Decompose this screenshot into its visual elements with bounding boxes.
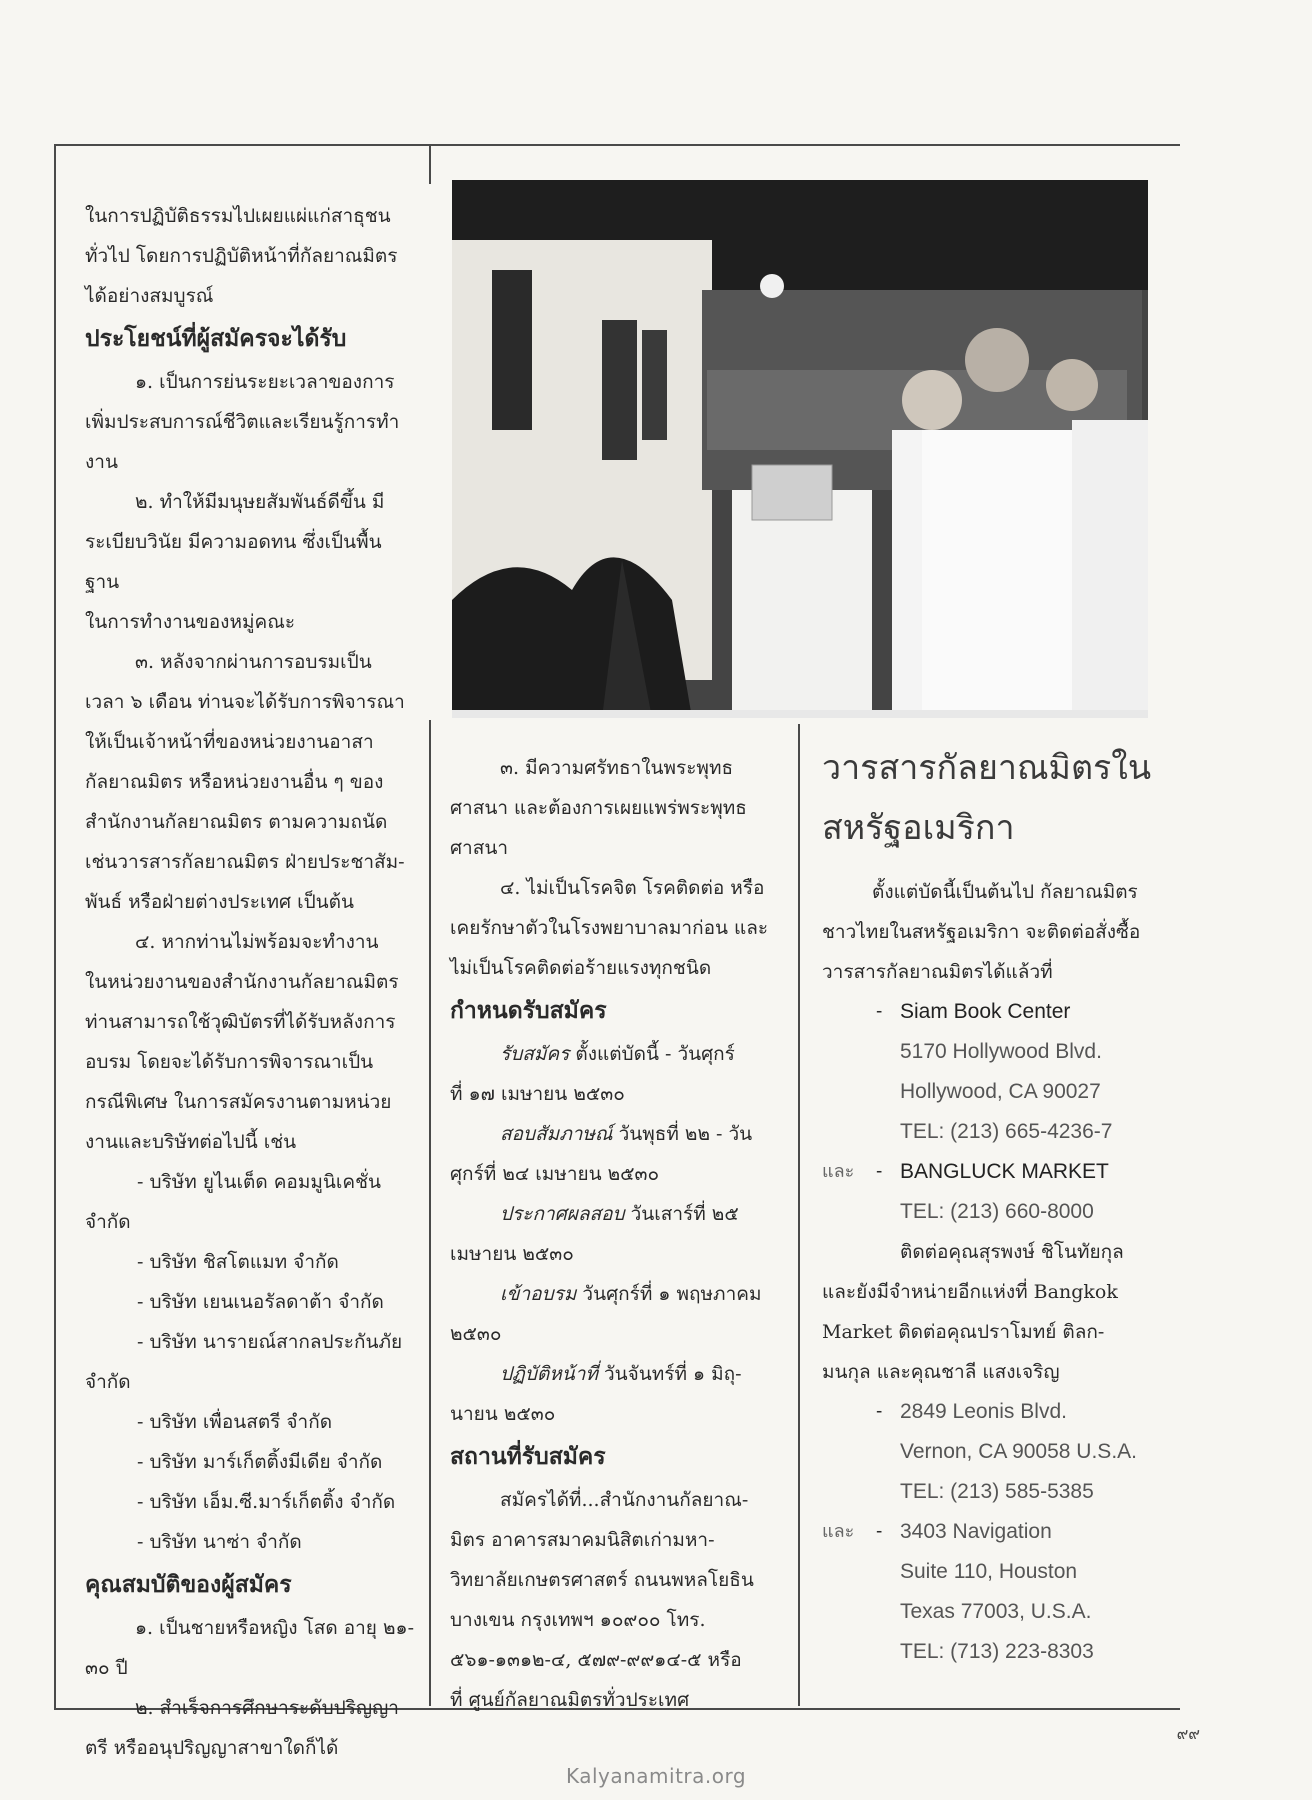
store-address: 2849 Leonis Blvd. — [900, 1400, 1067, 1423]
contact-line: Market ติดต่อคุณปราโมทย์ ติลก- — [822, 1321, 1105, 1343]
schedule-item — [450, 1114, 780, 1154]
qualification-line: ๓. มีความศรัทธาในพระพุทธ — [500, 757, 734, 779]
benefit-line: ท่านสามารถใช้วุฒิบัตรที่ได้รับหลังการ — [85, 1011, 396, 1033]
column-divider-1-lower — [429, 720, 431, 1706]
company-item: - บริษัท เพื่อนสตรี จำกัด — [137, 1411, 333, 1433]
benefit-line: ระเบียบวินัย มีความอดทน ซึ่งเป็นพื้นฐาน — [85, 531, 382, 593]
page-number: ๙๙ — [1176, 1724, 1200, 1743]
benefit-line: กัลยาณมิตร หรือหน่วยงานอื่น ๆ ของ — [85, 771, 384, 793]
schedule-label: เข้าอบรม — [500, 1283, 577, 1305]
schedule-label: ประกาศผลสอบ — [500, 1203, 625, 1225]
benefits-heading: ประโยชน์ที่ผู้สมัครจะได้รับ — [85, 325, 347, 352]
benefit-line: ๔. หากท่านไม่พร้อมจะทำงาน — [135, 931, 379, 953]
company-item: - บริษัท นาซ่า จำกัด — [137, 1531, 302, 1553]
company-item: - บริษัท ยูไนเต็ด คอมมูนิเคชั่น — [137, 1171, 381, 1193]
qualifications-heading: คุณสมบัติของผู้สมัคร — [85, 1571, 292, 1598]
benefit-line: ให้เป็นเจ้าหน้าที่ของหน่วยงานอาสา — [85, 731, 374, 753]
schedule-item — [450, 1034, 780, 1074]
benefit-line: งาน — [85, 451, 118, 473]
benefit-line: ๓. หลังจากผ่านการอบรมเป็น — [135, 651, 372, 673]
qualification-line: ๔. ไม่เป็นโรคจิต โรคติดต่อ หรือ — [500, 877, 765, 899]
store-siam-book-center — [822, 992, 1162, 1152]
benefit-line: ๒. ทำให้มีมนุษยสัมพันธ์ดีขึ้น มี — [135, 491, 385, 513]
list-dash: - — [876, 1401, 883, 1422]
place-line: สมัครได้ที่...สำนักงานกัลยาณ- — [500, 1489, 749, 1511]
store-address: Texas 77003, U.S.A. — [900, 1600, 1092, 1623]
schedule-label: รับสมัคร — [500, 1043, 570, 1065]
qualification-line: ๓๐ ปี — [85, 1657, 128, 1679]
column-left — [85, 196, 415, 1768]
and-label: และ — [822, 1521, 855, 1542]
column-middle — [450, 748, 780, 1720]
list-dash: - — [876, 1161, 883, 1182]
qualification-line: ตรี หรืออนุปริญญาสาขาใดก็ได้ — [85, 1737, 339, 1759]
schedule-item — [450, 1194, 780, 1234]
store-phone: TEL: (213) 585-5385 — [900, 1480, 1094, 1503]
company-item: - บริษัท มาร์เก็ตติ้งมีเดีย จำกัด — [137, 1451, 383, 1473]
store-houston — [822, 1512, 1162, 1672]
benefit-line: เช่นวารสารกัลยาณมิตร ฝ่ายประชาสัม- — [85, 851, 405, 873]
store-address: Vernon, CA 90058 U.S.A. — [900, 1440, 1137, 1463]
section-title: สหรัฐอเมริกา — [822, 808, 1015, 848]
company-item: - บริษัท เอ็ม.ซี.มาร์เก็ตติ้ง จำกัด — [137, 1491, 396, 1513]
intro-line: ทั่วไป โดยการปฏิบัติหน้าที่กัลยาณมิตร — [85, 245, 398, 267]
store-address: 5170 Hollywood Blvd. — [900, 1040, 1102, 1063]
column-divider-2 — [798, 724, 800, 1706]
list-dash: - — [876, 1521, 883, 1542]
store-address: Suite 110, Houston — [900, 1560, 1078, 1583]
schedule-label: ปฏิบัติหน้าที่ — [500, 1363, 598, 1385]
schedule-text: วันจันทร์ที่ ๑ มิถุ- — [603, 1363, 742, 1385]
section-title: วารสารกัลยาณมิตรใน — [822, 748, 1152, 788]
schedule-label: สอบสัมภาษณ์ — [500, 1123, 613, 1145]
benefit-line: เพิ่มประสบการณ์ชีวิตและเรียนรู้การทำ — [85, 411, 400, 433]
place-line: วิทยาลัยเกษตรศาสตร์ ถนนพหลโยธิน — [450, 1569, 754, 1591]
place-line: ที่ ศูนย์กัลยาณมิตรทั่วประเทศ — [450, 1689, 690, 1711]
benefit-line: พันธ์ หรือฝ่ายต่างประเทศ เป็นต้น — [85, 891, 354, 913]
contact-line: ติดต่อคุณสุรพงษ์ ชิโนทัยกุล — [900, 1241, 1124, 1263]
qualification-line: ๑. เป็นชายหรือหญิง โสด อายุ ๒๑- — [135, 1617, 414, 1639]
store-phone: TEL: (713) 223-8303 — [900, 1640, 1094, 1663]
schedule-item — [450, 1354, 780, 1394]
column-right — [822, 738, 1162, 1672]
contact-line: มนกุล และคุณชาลี แสงเจริญ — [822, 1361, 1060, 1383]
benefit-line: สำนักงานกัลยาณมิตร ตามความถนัด — [85, 811, 388, 833]
intro-line: ชาวไทยในสหรัฐอเมริกา จะติดต่อสั่งซื้อ — [822, 921, 1141, 943]
qualification-line: ไม่เป็นโรคติดต่อร้ายแรงทุกชนิด — [450, 957, 712, 979]
list-dash: - — [876, 1001, 883, 1022]
intro-line: วารสารกัลยาณมิตรได้แล้วที่ — [822, 961, 1053, 983]
benefit-line: ในหน่วยงานของสำนักงานกัลยาณมิตร — [85, 971, 399, 993]
store-name: Siam Book Center — [900, 1000, 1071, 1023]
place-line: บางเขน กรุงเทพฯ ๑๐๙๐๐ โทร. — [450, 1609, 706, 1631]
schedule-text: วันศุกร์ที่ ๑ พฤษภาคม — [582, 1283, 762, 1305]
company-item: จำกัด — [85, 1371, 131, 1393]
store-leonis — [822, 1392, 1162, 1512]
company-item: - บริษัท นารายณ์สากลประกันภัย — [137, 1331, 403, 1353]
schedule-item — [450, 1274, 780, 1314]
store-address: Hollywood, CA 90027 — [900, 1080, 1101, 1103]
column-divider-1 — [429, 144, 431, 184]
place-line: มิตร อาคารสมาคมนิสิตเก่ามหา- — [450, 1529, 715, 1551]
qualification-line: ศาสนา — [450, 837, 508, 859]
company-item: - บริษัท เยนเนอรัลดาต้า จำกัด — [137, 1291, 384, 1313]
qualification-line: ศาสนา และต้องการเผยแพร่พระพุทธ — [450, 797, 747, 819]
company-item: จำกัด — [85, 1211, 131, 1233]
schedule-line: นายน ๒๕๓๐ — [450, 1403, 556, 1425]
intro-line: ตั้งแต่บัดนี้เป็นต้นไป กัลยาณมิตร — [872, 881, 1138, 903]
watermark-text: Kalyanamitra.org — [565, 1764, 747, 1788]
store-address: 3403 Navigation — [900, 1520, 1052, 1543]
qualification-line: ๒. สำเร็จการศึกษาระดับปริญญา — [135, 1697, 399, 1719]
store-bangluck-market — [822, 1152, 1162, 1232]
benefit-line: อบรม โดยจะได้รับการพิจารณาเป็น — [85, 1051, 374, 1073]
store-phone: TEL: (213) 660-8000 — [900, 1200, 1094, 1223]
intro-line: ได้อย่างสมบูรณ์ — [85, 285, 214, 307]
schedule-text: วันเสาร์ที่ ๒๕ — [630, 1203, 739, 1225]
event-photo — [452, 180, 1148, 718]
company-item: - บริษัท ชิสโตแมท จำกัด — [137, 1251, 339, 1273]
and-label: และ — [822, 1161, 855, 1182]
benefit-line: งานและบริษัทต่อไปนี้ เช่น — [85, 1131, 297, 1153]
schedule-line: ๒๕๓๐ — [450, 1323, 502, 1345]
schedule-line: ศุกร์ที่ ๒๔ เมษายน ๒๕๓๐ — [450, 1163, 660, 1185]
place-line: ๕๖๑-๑๓๑๒-๔, ๕๗๙-๙๙๑๔-๕ หรือ — [450, 1649, 742, 1671]
benefit-line: กรณีพิเศษ ในการสมัครงานตามหน่วย — [85, 1091, 392, 1113]
store-phone: TEL: (213) 665-4236-7 — [900, 1120, 1113, 1143]
schedule-heading: กำหนดรับสมัคร — [450, 997, 607, 1024]
schedule-text: วันพุธที่ ๒๒ - วัน — [618, 1123, 753, 1145]
store-name: BANGLUCK MARKET — [900, 1160, 1109, 1183]
schedule-line: เมษายน ๒๕๓๐ — [450, 1243, 574, 1265]
benefit-line: ในการทำงานของหมู่คณะ — [85, 611, 296, 633]
qualification-line: เคยรักษาตัวในโรงพยาบาลมาก่อน และ — [450, 917, 769, 939]
benefit-line: ๑. เป็นการย่นระยะเวลาของการ — [135, 371, 395, 393]
benefit-line: เวลา ๖ เดือน ท่านจะได้รับการพิจารณา — [85, 691, 405, 713]
schedule-line: ที่ ๑๗ เมษายน ๒๕๓๐ — [450, 1083, 625, 1105]
contact-line: และยังมีจำหน่ายอีกแห่งที่ Bangkok — [822, 1281, 1118, 1303]
intro-line: ในการปฏิบัติธรรมไปเผยแผ่แก่สาธุชน — [85, 205, 391, 227]
place-heading: สถานที่รับสมัคร — [450, 1443, 606, 1470]
schedule-text: ตั้งแต่บัดนี้ - วันศุกร์ — [575, 1043, 735, 1065]
